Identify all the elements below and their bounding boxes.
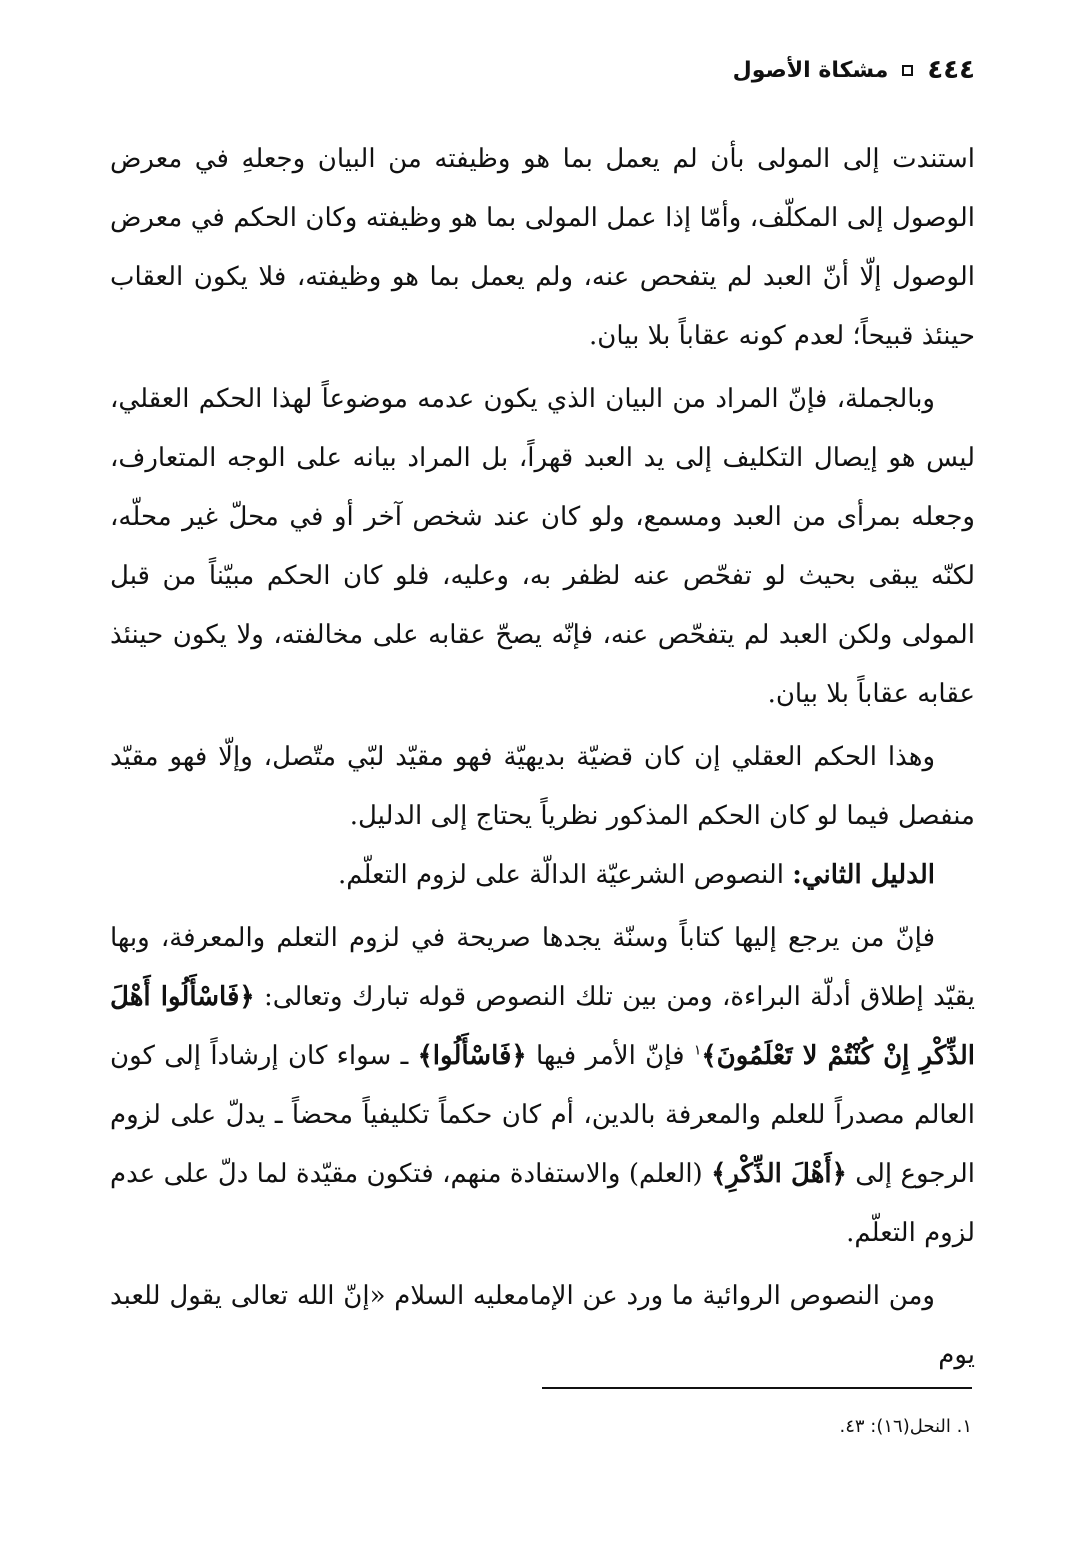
main-text [110, 130, 975, 1385]
footnote-divider [542, 1387, 972, 1389]
quran-verse-1: ﴿فَاسْأَلُوا أَهْلَ الذِّكْرِ إِنْ كُنْتُمْ لا تَعْلَمُونَ﴾ [110, 982, 976, 1071]
paragraph-2: وبالجملة، فإنّ المراد من البيان الذي يكون عدمه موضوعاً لهذا الحكم العقلي، ليس هو إيصال التكليف إلى يد العبد قهراً، بل المراد بيانه على الوجه المتعارف، وجعله بمرأى من العبد ومسمع، ولو كان عند شخص آخر أو في محلّ غير محلّه، لكنّه يبقى بحيث لو تفحّص عنه لظفر به، وعليه، فلو كان الحكم مبيّناً من قبل المولى ولكن العبد لم يتفحّص عنه، فإنّه يصحّ عقابه على مخالفته، ولا يكون حينئذ عقابه عقاباً بلا بيان. [110, 384, 975, 709]
paragraph-1: استندت إلى المولى بأن لم يعمل بما هو وظيفته من البيان وجعلهِ في معرض الوصول إلى المكلّف، وأمّا إذا عمل المولى بما هو وظيفته وكان الحكم في معرض الوصول إلّا أنّ العبد لم يتفحص عنه، ولم يعمل بما هو وظيفته، فلا يكون العقاب حينئذ قبيحاً؛ لعدم كونه عقاباً بلا بيان. [110, 144, 975, 351]
paragraph-5-part-a: فإنّ من يرجع إليها كتاباً وسنّة يجدها صريحة في لزوم التعلم والمعرفة، وبها يقيّد إطلاق أدلّة البراءة، ومن بين تلك النصوص قوله تبارك وتعالى: [110, 923, 976, 1012]
footnote: ١. النحل(١٦): ٤٣. [839, 1416, 972, 1437]
paragraph-5 [110, 909, 975, 1263]
separator-square-icon [902, 65, 913, 76]
paragraph-5-part-d: (العلم) والاستفادة منهم، فتكون مقيّدة لما دلّ على عدم لزوم التعلّم. [110, 1159, 975, 1248]
quran-verse-2: ﴿فَاسْأَلُوا﴾ [417, 1041, 527, 1071]
quran-verse-3: ﴿أَهْلَ الذِّكْرِ﴾ [711, 1159, 847, 1189]
paragraph-3: وهذا الحكم العقلي إن كان قضيّة بديهيّة فهو مقيّد لبّي متّصل، وإلّا فهو مقيّد منفصل فيما لو كان الحكم المذكور نظرياً يحتاج إلى الدليل. [110, 742, 975, 831]
section-label-text: النصوص الشرعيّة الدالّة على لزوم التعلّم. [337, 860, 793, 890]
page-number: ٤٤٤ [927, 55, 975, 85]
paragraph-4 [110, 846, 975, 905]
section-label: الدليل الثاني: [792, 860, 935, 890]
footnote-marker[interactable]: ١ [693, 1042, 702, 1059]
running-header [110, 48, 975, 92]
paragraph-5-part-b: فإنّ الأمر فيها [526, 1041, 694, 1071]
paragraph-5-part-c: ـ سواء كان إرشاداً إلى كون العالم مصدراً للعلم والمعرفة بالدين، أم كان حكماً تكليفياً محضاً ـ يدلّ على لزوم الرجوع إلى [110, 1041, 975, 1189]
book-title: مشكاة الأصول [732, 57, 889, 83]
paragraph-6: ومن النصوص الروائية ما ورد عن الإمام‏عليه السلام «إنّ الله تعالى يقول للعبد يوم [110, 1281, 975, 1370]
